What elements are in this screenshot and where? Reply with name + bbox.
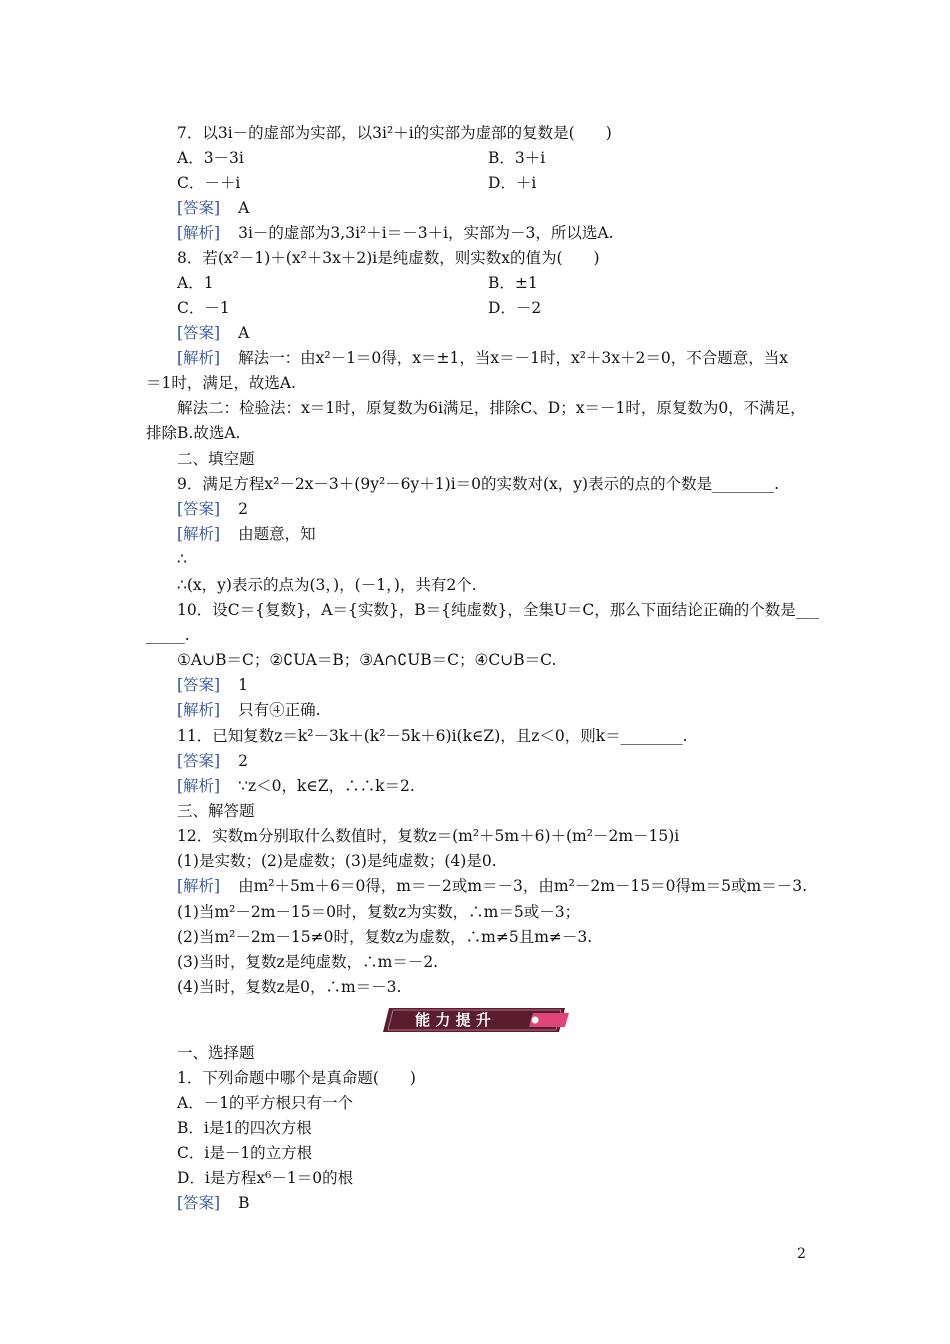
section-heading: 三、解答题 <box>177 802 255 820</box>
answer-tag: [答案] <box>177 752 221 770</box>
q9-stem: 9．满足方程x²－2x－3＋(9y²－6y＋1)i＝0的实数对(x，y)表示的点的个数是________. <box>177 475 780 493</box>
analysis-tag: [解析] <box>177 777 221 795</box>
q12-analysis-line <box>177 876 807 896</box>
q7-option-a: A．3－3i <box>177 149 244 167</box>
q10-analysis-line <box>177 700 321 720</box>
q1-option-d: D．i是方程x⁶－1＝0的根 <box>177 1169 354 1187</box>
q1-option-c: C．i是－1的立方根 <box>177 1144 313 1162</box>
section-heading: 一、选择题 <box>177 1044 255 1062</box>
answer-tag: [答案] <box>177 500 221 518</box>
q1-option-a: A．－1的平方根只有一个 <box>177 1094 354 1112</box>
q8-option-b: B．±1 <box>488 274 538 292</box>
q10-stem-1: 10．设C＝{复数}，A＝{实数}，B＝{纯虚数}，全集U＝C，那么下面结论正确的个数是___ <box>177 601 820 619</box>
analysis-tag: [解析] <box>177 877 221 895</box>
q8-stem: 8．若(x²－1)＋(x²＋3x＋2)i是纯虚数，则实数x的值为( ) <box>177 249 600 267</box>
q10-answer: 1 <box>238 676 248 694</box>
analysis-tag: [解析] <box>177 701 221 719</box>
q12-part-1: (1)当m²－2m－15＝0时，复数z为实数，∴m＝5或－3； <box>177 903 581 921</box>
q8-analysis-2: ＝1时，满足，故选A. <box>146 374 296 392</box>
q8-answer-line <box>177 323 249 343</box>
banner-dot-icon <box>532 1017 539 1024</box>
q8-analysis-3: 解法二：检验法：x＝1时，原复数为6i满足，排除C、D；x＝－1时，原复数为0，不满足， <box>177 399 806 417</box>
analysis-tag: [解析] <box>177 525 221 543</box>
answer-tag: [答案] <box>177 199 221 217</box>
q11-answer-line <box>177 751 248 771</box>
q8-option-c: C．－1 <box>177 299 230 317</box>
q10-stem-3: ①A∪B＝C；②∁UA＝B；③A∩∁UB＝C；④C∪B＝C. <box>177 651 557 669</box>
q8-analysis-1: 解法一：由x²－1＝0得，x＝±1，当x＝－1时，x²＋3x＋2＝0，不合题意，当x <box>238 349 789 367</box>
q1-answer-line <box>177 1193 250 1213</box>
q9-analysis-1: 由题意，知 <box>238 525 316 543</box>
answer-tag: [答案] <box>177 324 221 342</box>
q9-analysis-3: ∴(x，y)表示的点为(3，)，(－1，)，共有2个. <box>177 576 477 594</box>
q8-option-d: D．－2 <box>488 299 542 317</box>
q8-analysis-line <box>177 348 788 368</box>
section-heading: 二、填空题 <box>177 450 255 468</box>
q7-option-c: C．－＋i <box>177 174 241 192</box>
q12-stem-2: (1)是实数；(2)是虚数；(3)是纯虚数；(4)是0. <box>177 852 497 870</box>
banner-title: 能 力 提 升 <box>415 1011 491 1029</box>
q9-answer-line <box>177 499 248 519</box>
q10-stem-2: _____. <box>146 626 190 644</box>
q10-answer-line <box>177 675 248 695</box>
q8-analysis-4: 排除B.故选A. <box>146 424 241 442</box>
q7-stem: 7．以3i－的虚部为实部，以3i²＋i的实部为虚部的复数是( ) <box>177 124 612 142</box>
q8-option-a: A．1 <box>177 274 214 292</box>
q12-part-4: (4)当时，复数z是0，∴m＝－3. <box>177 978 402 996</box>
q11-analysis-line <box>177 776 415 796</box>
q7-option-b: B．3＋i <box>488 149 546 167</box>
analysis-tag: [解析] <box>177 224 221 242</box>
q12-part-3: (3)当时，复数z是纯虚数，∴m＝－2. <box>177 953 439 971</box>
analysis-tag: [解析] <box>177 349 221 367</box>
q11-analysis: ∵z＜0，k∈Z，∴∴k＝2. <box>238 777 415 795</box>
q12-part-2: (2)当m²－2m－15≠0时，复数z为虚数，∴m≠5且m≠－3. <box>177 928 593 946</box>
q7-analysis-line <box>177 223 614 243</box>
q8-answer: A <box>238 324 250 342</box>
q7-analysis: 3i－的虚部为3,3i²＋i＝－3＋i，实部为－3，所以选A. <box>238 224 614 242</box>
page-number: 2 <box>797 1246 806 1262</box>
q7-answer: A <box>238 199 250 217</box>
answer-tag: [答案] <box>177 676 221 694</box>
q9-answer: 2 <box>238 500 248 518</box>
q7-option-d: D．＋i <box>488 174 537 192</box>
q11-answer: 2 <box>238 752 248 770</box>
q1-option-b: B．i是1的四次方根 <box>177 1119 312 1137</box>
q11-stem: 11．已知复数z＝k²－3k＋(k²－5k＋6)i(k∈Z)，且z＜0，则k＝________. <box>177 727 688 745</box>
q7-answer-line <box>177 198 249 218</box>
q12-stem-1: 12．实数m分别取什么数值时，复数z＝(m²＋5m＋6)＋(m²－2m－15)i <box>177 827 680 845</box>
q9-analysis-line <box>177 524 316 544</box>
q1-answer: B <box>238 1194 250 1212</box>
q10-analysis: 只有④正确. <box>238 701 321 719</box>
answer-tag: [答案] <box>177 1194 221 1212</box>
q9-analysis-2: ∴ <box>177 550 187 568</box>
section-banner <box>383 1007 571 1033</box>
q1-stem: 1．下列命题中哪个是真命题( ) <box>177 1069 416 1087</box>
q12-analysis: 由m²＋5m＋6＝0得，m＝－2或m＝－3，由m²－2m－15＝0得m＝5或m＝－3. <box>238 877 808 895</box>
